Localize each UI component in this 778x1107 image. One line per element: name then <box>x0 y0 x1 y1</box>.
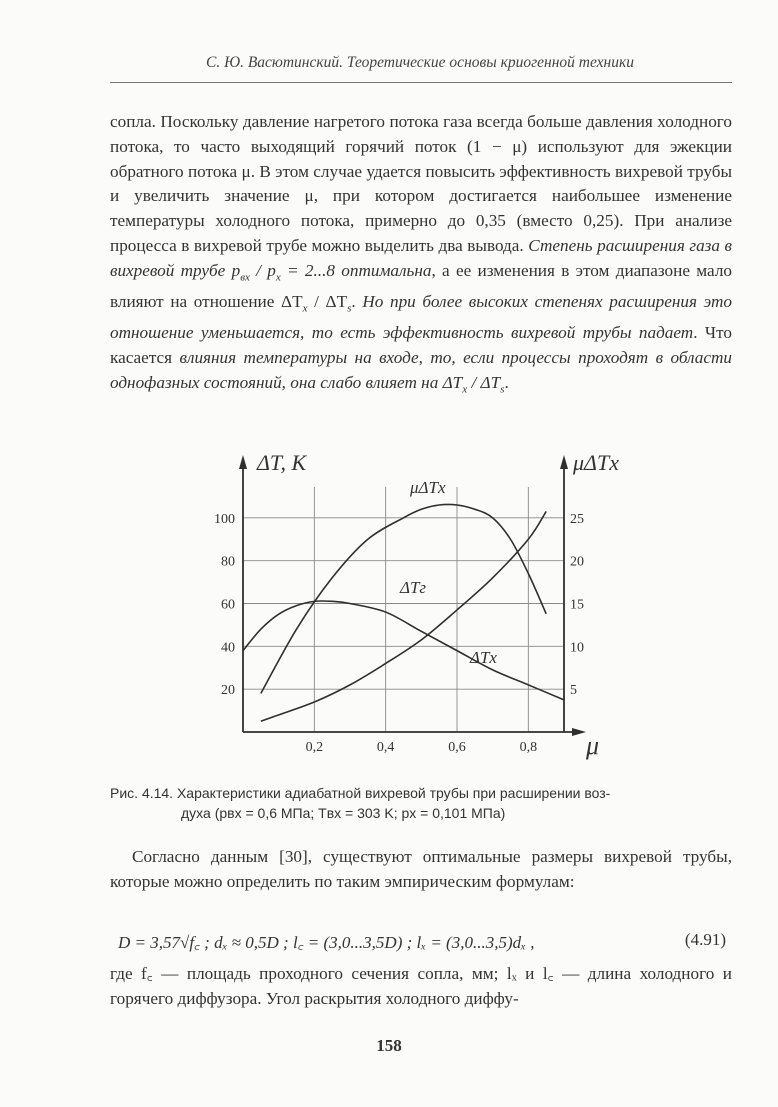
caption-line-1: Рис. 4.14. Характеристики адиабатной вихревой трубы при расширении воз- <box>110 785 611 801</box>
paragraph-3: где f꜀ — площадь проходного сечения сопла, мм; lₓ и l꜀ — длина холодного и горячего диффузора. Угол раскрытия холодного диффу- <box>110 964 732 1008</box>
para1-run: / p <box>249 260 276 280</box>
x-axis-label: μ <box>586 731 600 760</box>
running-title: С. Ю. Васютинский. Теоретические основы криогенной техники <box>206 54 634 71</box>
left-tick-label: 20 <box>221 683 235 699</box>
para1-run: сопла. Поскольку давление нагретого потока газа всегда больше давления холодного потока, то часто выходящий горячий поток (1 − μ) используют для эжекции обратного потока μ. В этом случае удается повысить эффективность вихревой трубы и увеличить значение μ, при котором достигается наибольшее изменение температуры холодного потока, примерно до 0,35 (вместо 0,25). При анализе процесса в вихревой трубе можно выделить два вывода. <box>110 112 732 255</box>
para1-run: . <box>504 372 509 392</box>
x-tick-label: 0,8 <box>519 740 538 755</box>
para1-run: вх <box>240 271 250 284</box>
para1-run: / ΔT <box>467 372 501 392</box>
left-tick-label: 80 <box>221 554 235 570</box>
figure-caption <box>110 783 732 823</box>
para1-run: s <box>500 383 505 396</box>
formula-number: (4.91) <box>684 930 726 949</box>
left-tick-label: 60 <box>221 597 235 613</box>
para1-run: х <box>275 271 281 284</box>
right-tick-label: 20 <box>570 554 584 570</box>
paragraph-1 <box>110 110 732 402</box>
x-tick-label: 0,2 <box>305 740 324 755</box>
para1-run: s <box>347 302 352 315</box>
header-rule <box>110 82 732 83</box>
right-tick-label: 10 <box>570 640 584 656</box>
para1-run: х <box>302 302 308 315</box>
series-line-2 <box>243 601 564 700</box>
x-tick-label: 0,6 <box>448 740 466 755</box>
page-number: 158 <box>376 1036 402 1055</box>
series-label-1: ΔTг <box>400 578 427 597</box>
series-line-0 <box>261 504 546 693</box>
series-label-2: ΔTх <box>470 648 497 667</box>
formula-expression: D = 3,57√f꜀ ; dₓ ≈ 0,5D ; l꜀ = (3,0...3,5D) ; lₓ = (3,0...3,5)dₓ , <box>118 933 535 952</box>
right-tick-label: 5 <box>570 683 577 699</box>
caption-line-2: духа (pвх = 0,6 МПа; Tвх = 303 K; pх = 0,101 МПа) <box>181 805 506 821</box>
para1-run: / ΔT <box>307 292 348 312</box>
para1-run: , а ее изменения в этом диапазоне мало влияют на отношение ΔT <box>110 260 732 312</box>
right-tick-label: 15 <box>570 597 584 613</box>
para1-run: Степень расширения газа в вихревой трубе p <box>110 235 732 280</box>
para1-run: ΔT <box>442 372 463 392</box>
left-axis-label: ΔT, K <box>257 450 307 475</box>
series-line-1 <box>261 511 546 721</box>
right-tick-label: 25 <box>570 511 584 527</box>
para1-run: . Что касается <box>110 323 732 368</box>
x-axis-arrow <box>572 728 586 736</box>
right-axis-label: μΔTх <box>573 450 619 475</box>
para1-run: влияния температуры на входе, то, если процессы проходят в области однофазных состояний, она слабо влияет на <box>110 348 732 392</box>
para1-run: х <box>462 383 468 396</box>
series-label-0: μΔTх <box>410 478 446 497</box>
para1-run: . <box>351 292 363 312</box>
para1-run: Но при более высоких степенях расширения это отношение уменьшается, то есть эффективность вихревой трубы падает <box>110 292 733 343</box>
right-axis-arrow <box>560 455 568 469</box>
para1-run: = 2...8 оптимальна <box>280 260 432 280</box>
left-tick-label: 40 <box>221 640 235 656</box>
left-axis-arrow <box>239 455 247 469</box>
x-tick-label: 0,4 <box>376 740 395 755</box>
paragraph-2: Согласно данным [30], существуют оптимальные размеры вихревой трубы, которые можно определить по таким эмпирическим формулам: <box>110 847 732 891</box>
left-tick-label: 100 <box>214 511 235 527</box>
